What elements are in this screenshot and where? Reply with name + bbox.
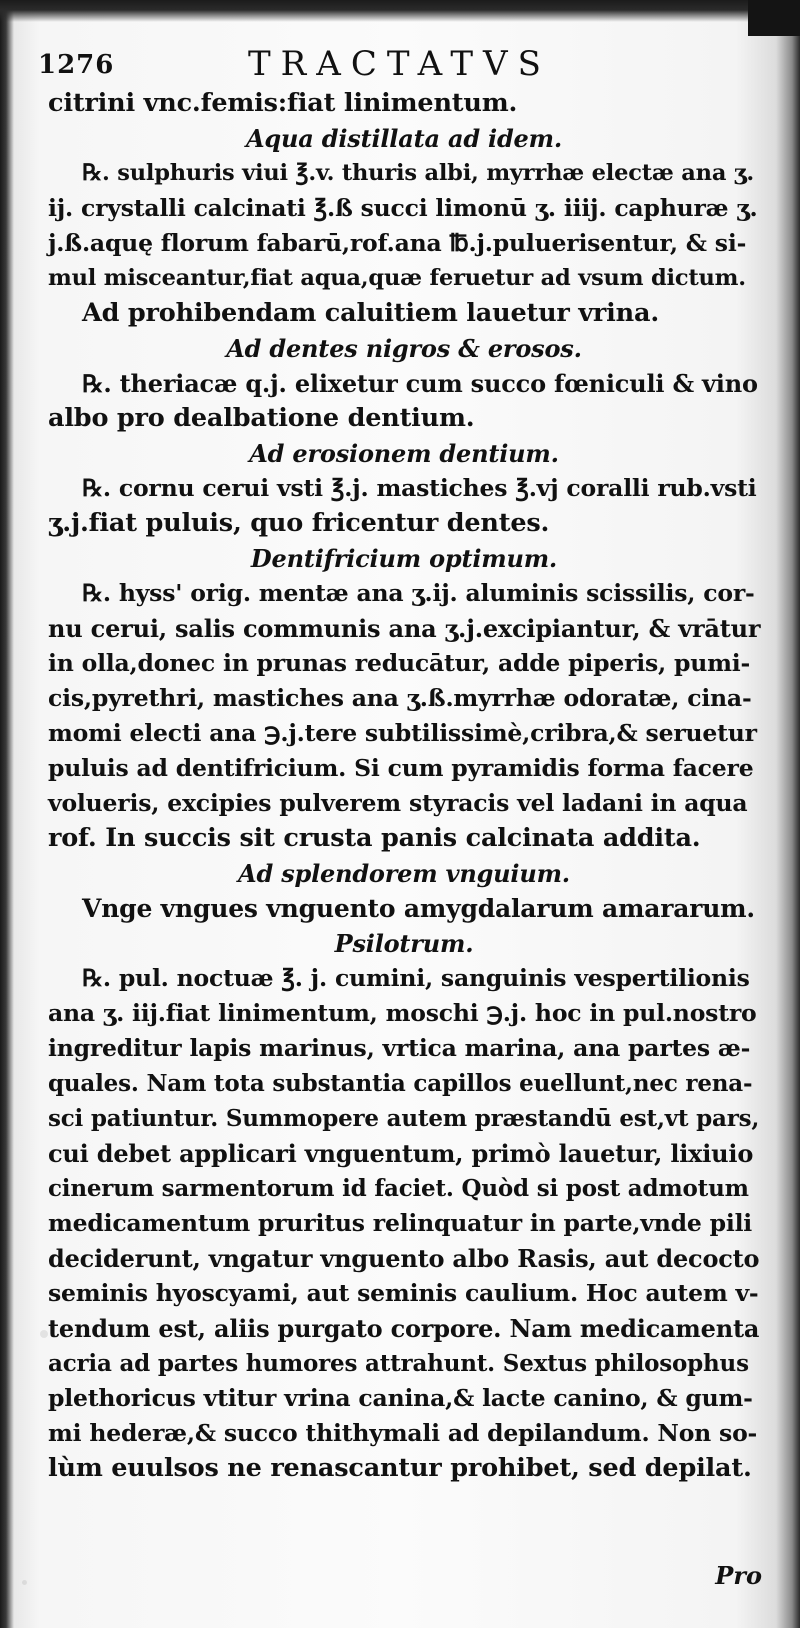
text-line: cis,pyrethri, mastiches ana ʒ.ß.myrrhæ odoratæ, cina- (48, 684, 752, 712)
text-line: medicamentum pruritus relinquatur in parte,vnde pili (48, 1209, 753, 1237)
text-line: lùm euulsos ne renascantur prohibet, sed depilat. (48, 1453, 752, 1483)
text-line: ℞. hyss' orig. mentæ ana ʒ.ij. aluminis scissilis, cor- (82, 579, 755, 607)
page-header (38, 44, 758, 84)
text-line: Vnge vngues vnguento amygdalarum amararum. (82, 894, 755, 923)
text-line: ℞. sulphuris viui ℥.v. thuris albi, myrrhæ electæ ana ʒ. (82, 160, 755, 186)
text-line: albo pro dealbatione dentium. (48, 403, 475, 433)
running-title: TRACTATVS (248, 44, 551, 84)
section-heading: Ad splendorem vnguium. (238, 859, 570, 888)
text-line: sci patiuntur. Summopere autem præstandū est,vt pars, (48, 1105, 760, 1132)
text-block (48, 86, 760, 1486)
text-line: Ad prohibendam caluitiem lauetur vrina. (82, 298, 659, 328)
text-line: tendum est, aliis purgato corpore. Nam medicamenta (48, 1314, 760, 1343)
text-line: ℞. cornu cerui vsti ℥.j. mastiches ℥.vj coralli rub.vsti (82, 474, 757, 502)
ink-speck (40, 1330, 48, 1338)
catchword: Pro (715, 1561, 762, 1590)
page-corner-shadow (748, 0, 800, 36)
section-heading: Ad erosionem dentium. (249, 439, 559, 468)
text-line: ingreditur lapis marinus, vrtica marina, ana partes æ- (48, 1034, 751, 1062)
text-line: cui debet applicari vnguentum, primò lauetur, lixiuio (48, 1139, 754, 1168)
text-line: momi electi ana ℈.j.tere subtilissimè,cribra,& seruetur (48, 719, 757, 747)
section-heading: Dentifricium optimum. (250, 544, 558, 573)
ink-speck (22, 1580, 27, 1585)
text-line: acria ad partes humores attrahunt. Sextus philosophus (48, 1350, 749, 1377)
text-line: volueris, excipies pulverem styracis vel ladani in aqua (48, 789, 748, 817)
text-line: citrini vnc.femis:fiat linimentum. (48, 88, 518, 118)
text-line: cinerum sarmentorum id faciet. Quòd si post admotum (48, 1175, 749, 1202)
text-line: j.ß.aquę florum fabarū,rof.ana ℔.j.puluerisentur, & si- (48, 229, 747, 257)
text-line: puluis ad dentifricium. Si cum pyramidis forma facere (48, 754, 754, 782)
text-line: quales. Nam tota substantia capillos euellunt,nec rena- (48, 1070, 753, 1097)
text-line: ij. crystalli calcinati ℥.ß succi limonū ʒ. iiij. caphuræ ʒ. (48, 194, 758, 222)
text-line: seminis hyoscyami, aut seminis caulium. Hoc autem v- (48, 1279, 759, 1307)
text-line: in olla,donec in prunas reducātur, adde piperis, pumi- (48, 649, 751, 677)
text-line: nu cerui, salis communis ana ʒ.j.excipiantur, & vrātur (48, 614, 761, 643)
text-line: mi hederæ,& succo thithymali ad depilandum. Non so- (48, 1419, 758, 1447)
text-line: mul misceantur,fiat aqua,quæ feruetur ad vsum dictum. (48, 265, 746, 291)
text-line: rof. In succis sit crusta panis calcinata addita. (48, 823, 701, 853)
text-line: ℞. theriacæ q.j. elixetur cum succo fœniculi & vino (82, 369, 758, 398)
page-number: 1276 (38, 50, 115, 80)
text-line: ℞. pul. noctuæ ℥. j. cumini, sanguinis vespertilionis (82, 964, 750, 992)
section-heading: Ad dentes nigros & erosos. (226, 334, 582, 363)
text-line: plethoricus vtitur vrina canina,& lacte canino, & gum- (48, 1384, 753, 1412)
text-line: deciderunt, vngatur vnguento albo Rasis, aut decocto (48, 1244, 760, 1273)
section-heading: Aqua distillata ad idem. (246, 124, 562, 153)
text-line: ʒ.j.fiat puluis, quo fricentur dentes. (48, 508, 550, 538)
text-line: ana ʒ. iij.fiat linimentum, moschi ℈.j. hoc in pul.nostro (48, 999, 757, 1027)
section-heading: Psilotrum. (334, 929, 474, 958)
page-top-shadow (0, 0, 800, 22)
